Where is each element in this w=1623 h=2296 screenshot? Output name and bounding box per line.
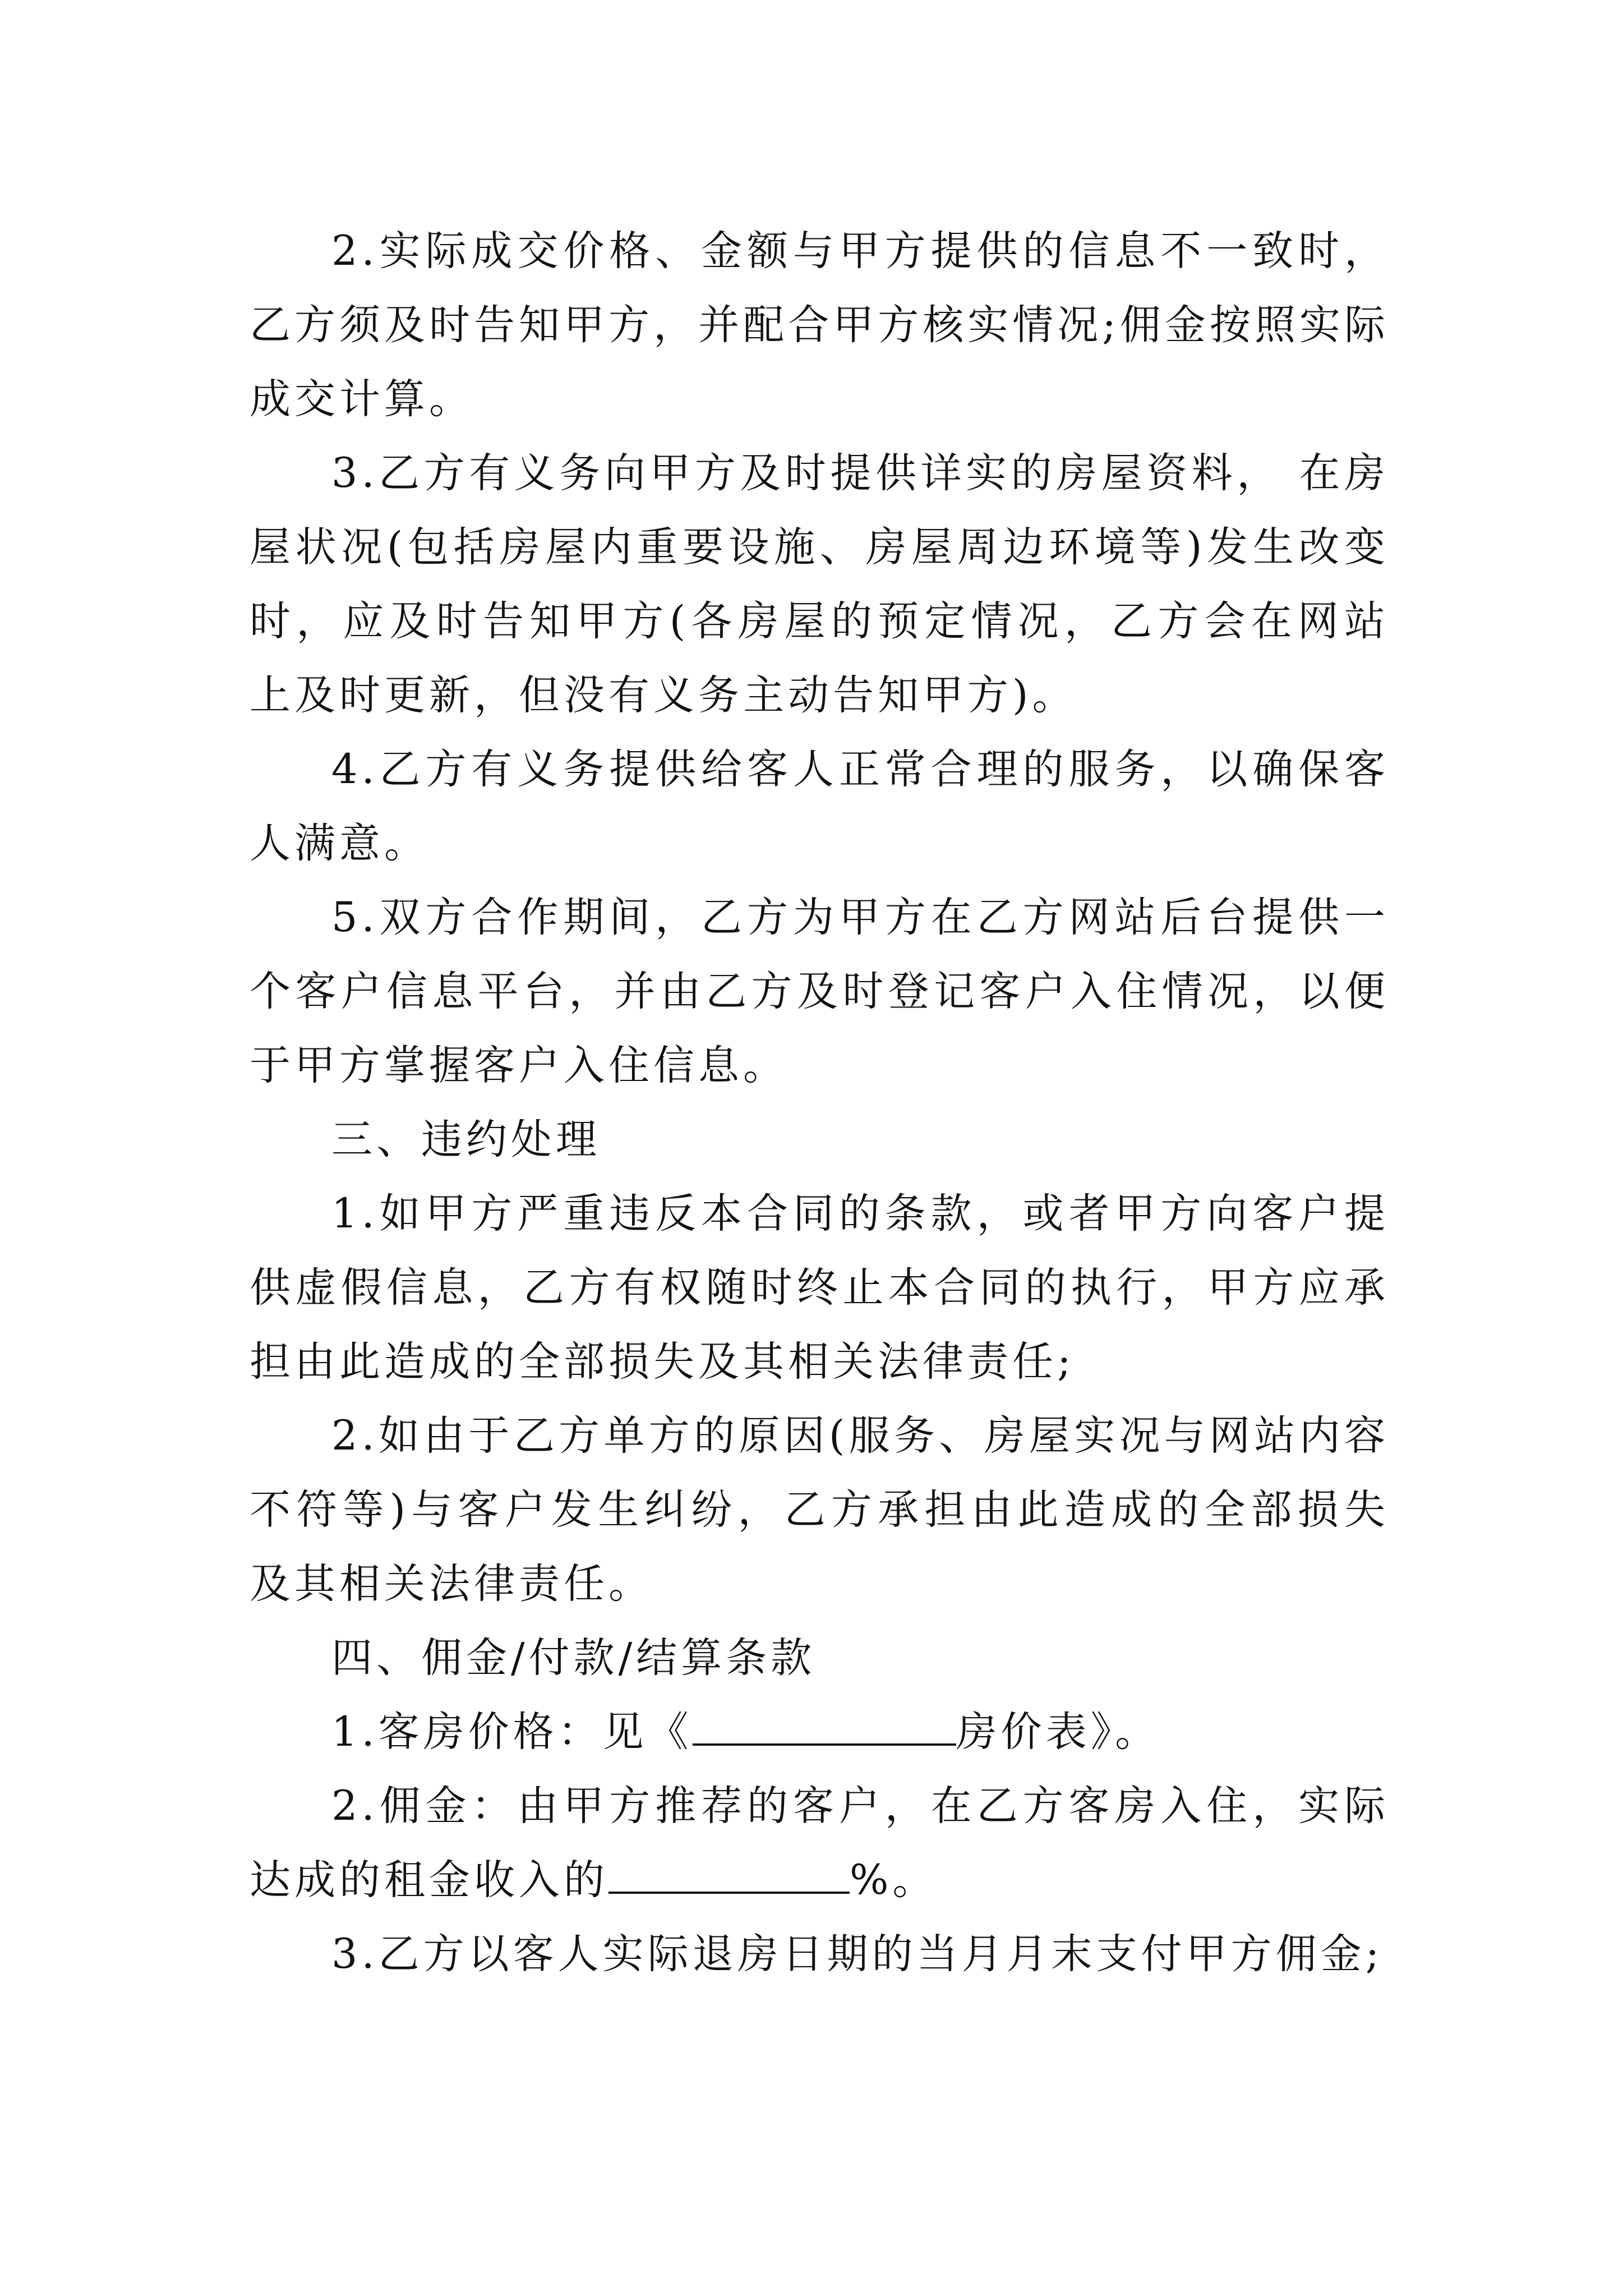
clause-4-2-prefix: 2.佣金：由甲方推荐的客户，在乙方客房入住，实际达成的租金收入的 [250, 1782, 1389, 1904]
clause-4-1 [250, 1695, 1389, 1769]
clause-4-2-suffix: %。 [850, 1856, 938, 1904]
clause-4-2 [250, 1769, 1389, 1917]
clause-2-4: 4.乙方有义务提供给客人正常合理的服务，以确保客人满意。 [250, 746, 1389, 867]
section-heading-4: 四、佣金/付款/结算条款 [331, 1634, 816, 1682]
clause-4-3: 3.乙方以客人实际退房日期的当月月末支付甲方佣金; [331, 1930, 1384, 1978]
section-heading-3: 三、违约处理 [331, 1116, 601, 1163]
clause-4-1-suffix: 房价表》。 [956, 1708, 1160, 1756]
clause-2-5: 5.双方合作期间，乙方为甲方在乙方网站后台提供一个客户信息平台，并由乙方及时登记客户入住情况，以便于甲方掌握客户入住信息。 [250, 894, 1389, 1089]
clause-3-2: 2.如由于乙方单方的原因(服务、房屋实况与网站内容不符等)与客户发生纠纷，乙方承担由此造成的全部损失及其相关法律责任。 [250, 1412, 1389, 1608]
clause-2-2: 2.实际成交价格、金额与甲方提供的信息不一致时，乙方须及时告知甲方，并配合甲方核实情况;佣金按照实际成交计算。 [250, 227, 1389, 423]
clause-4-1-prefix: 1.客房价格：见《 [331, 1708, 693, 1756]
clause-2-3: 3.乙方有义务向甲方及时提供详实的房屋资料， 在房屋状况(包括房屋内重要设施、房屋周边环境等)发生改变时，应及时告知甲方(各房屋的预定情况，乙方会在网站上及时更新，但没有义务主动告知甲方)。 [250, 449, 1389, 719]
commission-rate-blank [608, 1852, 850, 1894]
clause-3-1: 1.如甲方严重违反本合同的条款，或者甲方向客户提供虚假信息，乙方有权随时终止本合同的执行，甲方应承担由此造成的全部损失及其相关法律责任; [250, 1190, 1389, 1386]
document-body [250, 214, 1389, 1991]
room-price-blank [693, 1704, 956, 1746]
